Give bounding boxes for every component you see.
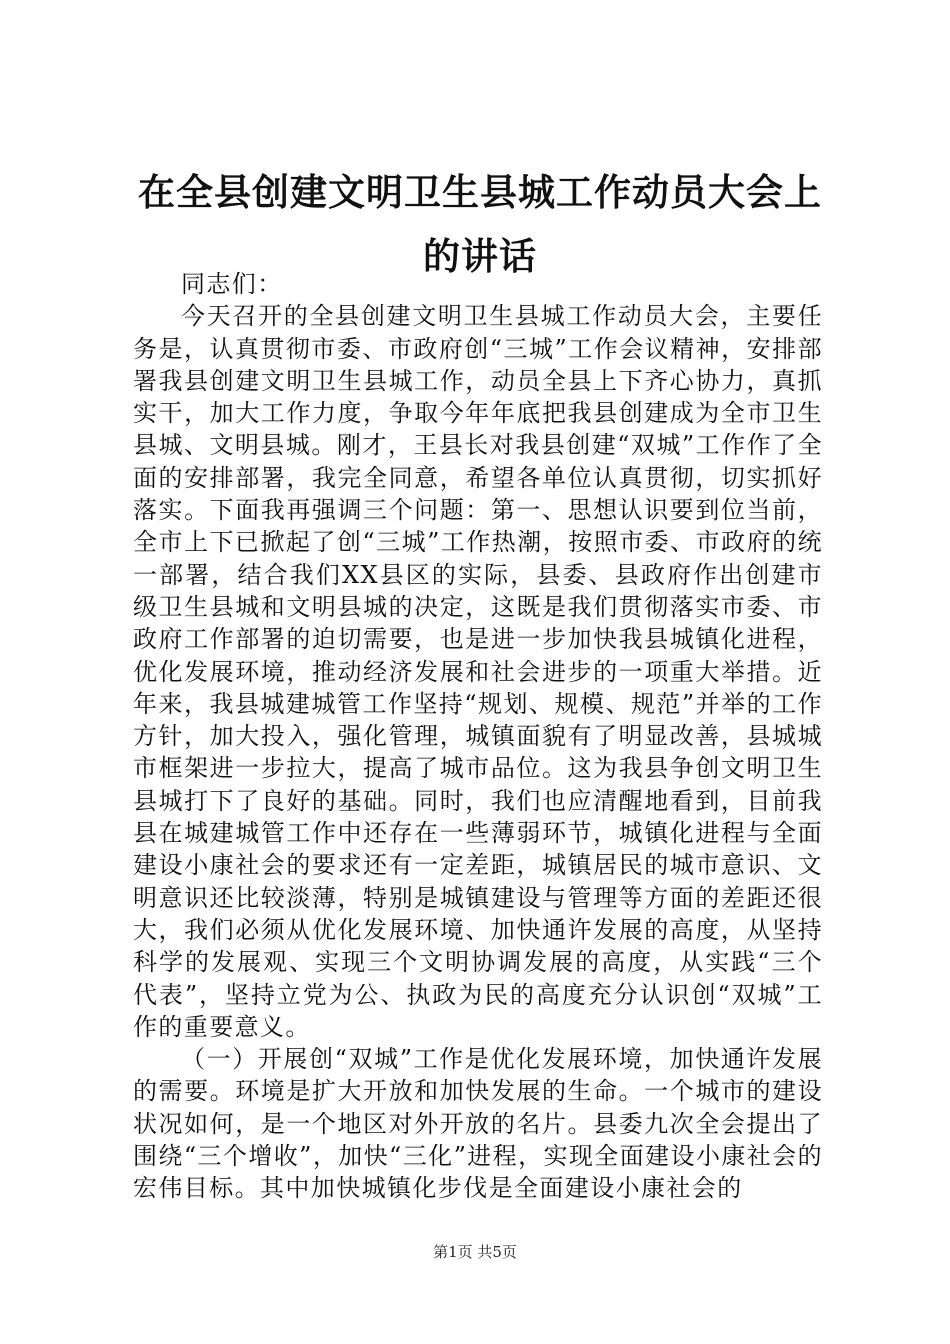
document-title: 在全县创建文明卫生县城工作动员大会上的讲话 bbox=[138, 170, 822, 278]
paragraph-1: 今天召开的全县创建文明卫生县城工作动员大会，主要任务是，认真贯彻市委、市政府创“三城”工作会议精神，安排部署我县创建文明卫生县城工作，动员全县上下齐心协力，真抓实干，加大工作力度，争取今年年底把我县创建成为全市卫生县城、文明县城。刚才，王县长对我县创建“双城”工作作了全面的安排部署，我完全同意，希望各单位认真贯彻，切实抓好落实。下面我再强调三个问题：第一、思想认识要到位当前，全市上下已掀起了创“三城”工作热潮，按照市委、市政府的统一部署，结合我们XX县区的实际，县委、县政府作出创建市级卫生县城和文明县城的决定，这既是我们贯彻落实市委、市政府工作部署的迫切需要，也是进一步加快我县城镇化进程，优化发展环境，推动经济发展和社会进步的一项重大举措。近年来，我县城建城管工作坚持“规划、规模、规范”并举的工作方针，加大投入，强化管理，城镇面貌有了明显改善，县城城市框架进一步拉大，提高了城市品位。这为我县争创文明卫生县城打下了良好的基础。同时，我们也应清醒地看到，目前我县在城建城管工作中还存在一些薄弱环节，城镇化进程与全面建设小康社会的要求还有一定差距，城镇居民的城市意识、文明意识还比较淡薄，特别是城镇建设与管理等方面的差距还很大，我们必须从优化发展环境、加快通许发展的高度，从坚持科学的发展观、实现三个文明协调发展的高度，从实践“三个代表”，坚持立党为公、执政为民的高度充分认识创“双城”工作的重要意义。 bbox=[133, 302, 823, 1041]
salutation: 同志们： bbox=[181, 270, 283, 298]
page-footer: 第1页 共5页 bbox=[433, 1243, 517, 1261]
paragraph-2: （一）开展创“双城”工作是优化发展环境，加快通许发展的需要。环境是扩大开放和加快发展的生命。一个城市的建设状况如何，是一个地区对外开放的名片。县委九次全会提出了围绕“三个增收”，加快“三化”进程，实现全面建设小康社会的宏伟目标。其中加快城镇化步伐是全面建设小康社会的 bbox=[133, 1045, 823, 1203]
document-body bbox=[133, 268, 823, 1205]
